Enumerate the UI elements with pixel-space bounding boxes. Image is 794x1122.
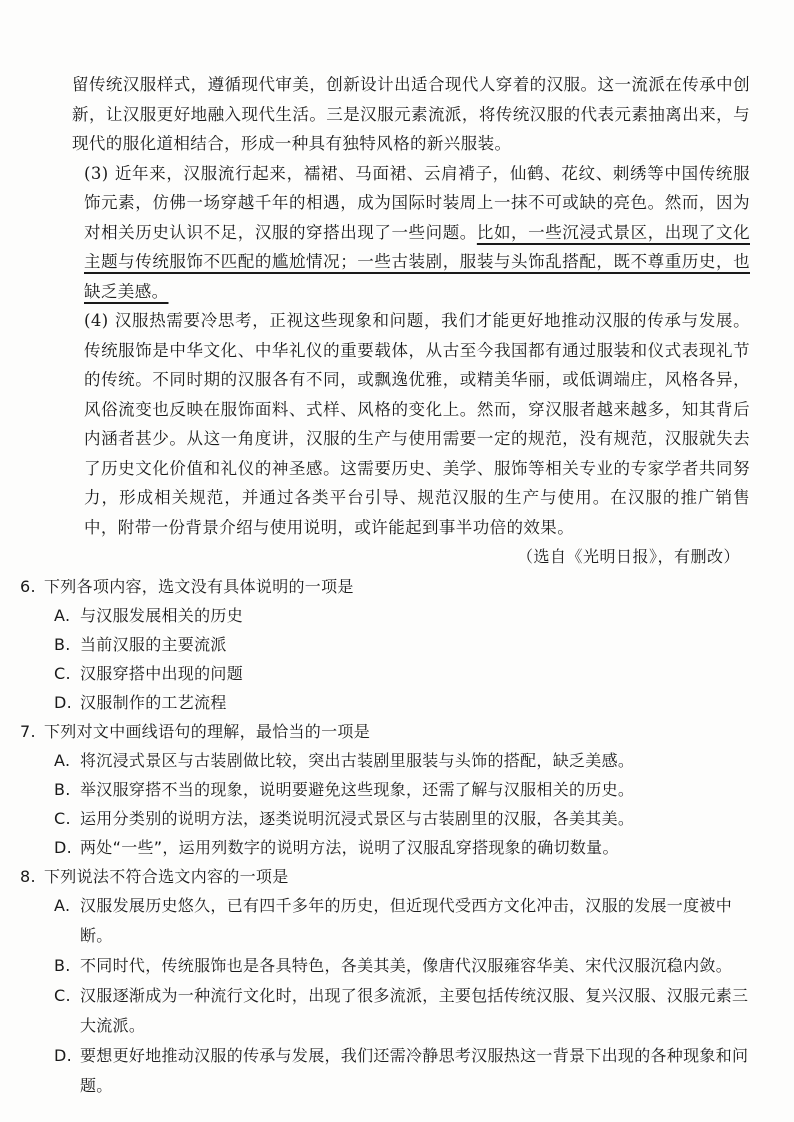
option-text: 当前汉服的主要流派	[80, 635, 227, 654]
question-stem	[20, 572, 750, 601]
passage-paragraph-continued: 留传统汉服样式，遵循现代审美，创新设计出适合现代人穿着的汉服。这一流派在传承中创新，让汉服更好地融入现代生活。三是汉服元素流派，将传统汉服的代表元素抽离出来，与现代的服化道相结合，形成一种具有独特风格的新兴服装。	[72, 75, 750, 153]
option-label: D.	[54, 693, 73, 712]
question-6	[20, 572, 750, 717]
option-text: 不同时代，传统服饰也是各具特色，各美其美，像唐代汉服雍容华美、宋代汉服沉稳内敛。	[80, 956, 733, 975]
option-label: C.	[54, 664, 71, 683]
option-label: D.	[54, 838, 73, 857]
question-text: 下列对文中画线语句的理解，最恰当的一项是	[44, 722, 371, 741]
option-text: 汉服穿搭中出现的问题	[80, 664, 244, 683]
paragraph-text: 汉服热需要冷思考，正视这些现象和问题，我们才能更好地推动汉服的传承与发展。传统服饰是中华文化、中华礼仪的重要载体，从古至今我国都有通过服装和仪式表现礼节的传统。不同时期的汉服各有不同，或飘逸优雅，或精美华丽，或低调端庄，风格各异，风俗流变也反映在服饰面料、式样、风格的变化上。然而，穿汉服者越来越多，知其背后内涵者甚少。从这一角度讲，汉服的生产与使用需要一定的规范，没有规范，汉服就失去了历史文化价值和礼仪的神圣感。这需要历史、美学、服饰等相关专业的专家学者共同努力，形成相关规范，并通过各类平台引导、规范汉服的生产与使用。在汉服的推广销售中，附带一份背景介绍与使用说明，或许能起到事半功倍的效果。	[84, 311, 750, 537]
option-text: 举汉服穿搭不当的现象，说明要避免这些现象，还需了解与汉服相关的历史。	[80, 780, 635, 799]
option-text: 将沉浸式景区与古装剧做比较，突出古装剧里服装与头饰的搭配，缺乏美感。	[80, 751, 635, 770]
question-number: 7.	[20, 722, 36, 741]
option-label: B.	[54, 780, 71, 799]
passage-source: （选自《光明日报》，有删改）	[516, 547, 740, 566]
option-c[interactable]	[54, 804, 750, 833]
option-d[interactable]	[54, 1041, 750, 1101]
option-label: D.	[54, 1046, 73, 1065]
question-list	[20, 572, 750, 1101]
question-text: 下列各项内容，选文没有具体说明的一项是	[44, 577, 354, 596]
option-label: A.	[54, 896, 71, 915]
option-text: 要想更好地推动汉服的传承与发展，我们还需冷静思考汉服热这一背景下出现的各种现象和问题。	[80, 1046, 749, 1095]
option-label: B.	[54, 635, 71, 654]
option-d[interactable]	[54, 688, 750, 717]
option-text: 运用分类别的说明方法，逐类说明沉浸式景区与古装剧里的汉服，各美其美。	[80, 809, 635, 828]
option-a[interactable]	[54, 601, 750, 630]
option-text: 两处“一些”，运用列数字的说明方法，说明了汉服乱穿搭现象的确切数量。	[80, 838, 619, 857]
question-number: 8.	[20, 867, 36, 886]
paragraph-text: 近年来，汉服流行起来，襦裙、马面裙、云肩褙子，仙鹤、花纹、刺绣等中国传统服饰元素，仿佛一场穿越千年的相遇，成为国际时装周上一抹不可或缺的亮色。然而，因为对相关历史认识不足，汉服的穿搭出现了一些问题。	[84, 163, 750, 242]
option-text: 汉服逐渐成为一种流行文化时，出现了很多流派，主要包括传统汉服、复兴汉服、汉服元素三大流派。	[80, 986, 749, 1035]
passage-paragraph-3	[72, 159, 750, 307]
question-text: 下列说法不符合选文内容的一项是	[44, 867, 289, 886]
option-b[interactable]	[54, 775, 750, 804]
question-7	[20, 717, 750, 862]
option-b[interactable]	[54, 951, 750, 981]
option-label: C.	[54, 809, 71, 828]
question-stem	[20, 862, 750, 891]
passage-paragraph-4	[72, 306, 750, 542]
option-text: 汉服制作的工艺流程	[80, 693, 227, 712]
option-c[interactable]	[54, 981, 750, 1041]
question-8	[20, 862, 750, 1101]
option-text: 汉服发展历史悠久，已有四千多年的历史，但近现代受西方文化冲击，汉服的发展一度被中断。	[80, 896, 733, 945]
option-label: A.	[54, 606, 71, 625]
underlined-sentence: 比如，一些沉浸式景区，出现了文化主题与传统服饰不匹配的尴尬情况；一些古装剧，服装与头饰乱搭配，既不尊重历史，也缺乏美感。	[84, 222, 750, 301]
option-d[interactable]	[54, 833, 750, 862]
paragraph-number: (4)	[84, 311, 109, 330]
option-a[interactable]	[54, 891, 750, 951]
option-text: 与汉服发展相关的历史	[80, 606, 244, 625]
option-c[interactable]	[54, 659, 750, 688]
option-label: B.	[54, 956, 71, 975]
option-a[interactable]	[54, 746, 750, 775]
paragraph-number: (3)	[84, 163, 109, 183]
option-b[interactable]	[54, 630, 750, 659]
option-label: A.	[54, 751, 71, 770]
question-stem	[20, 717, 750, 746]
option-label: C.	[54, 986, 71, 1005]
question-number: 6.	[20, 577, 36, 596]
